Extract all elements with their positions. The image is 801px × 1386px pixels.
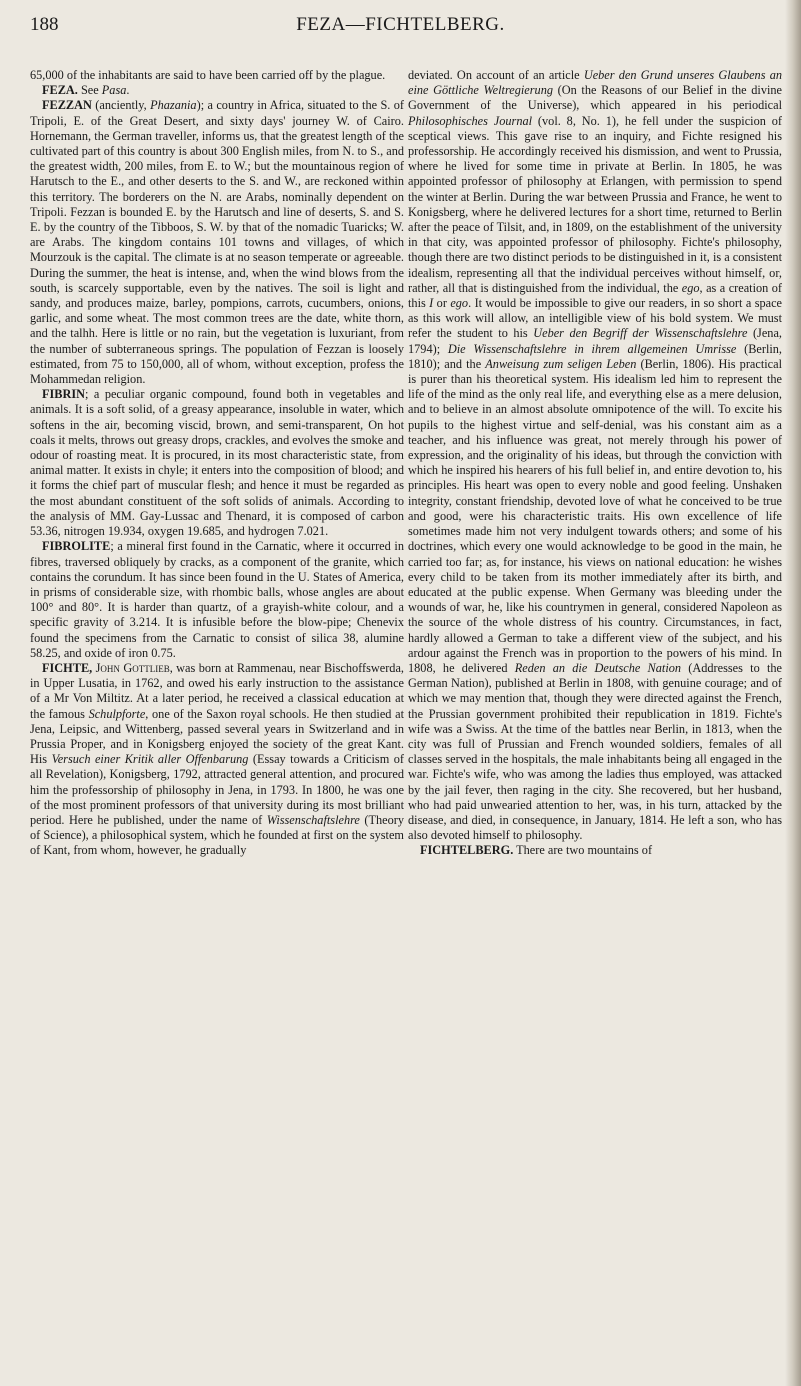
- entry-text: , was born at Rammenau, near Bischoffswerda, in Upper Lusatia, in 1762, and owed his early instruction to the assistance of a Mr Von Miltitz. At a later period, he received a classical education at the famous: [30, 660, 404, 721]
- given-names: John Gottlieb: [95, 660, 170, 675]
- entry-text: , one of the Saxon royal schools. He then studied at Jena, Leipsic, and Wittenberg, passed several years in Switzerland and in Prussia Proper, and in Konigsberg enjoyed the society of the great Kant. His: [30, 706, 405, 767]
- italic-term: Phazania: [150, 98, 197, 113]
- headword: FIBRIN: [42, 387, 86, 402]
- entry-fichtelberg: [408, 843, 782, 858]
- entry-text: . It would be impossible to give our readers, in so short a space as this work will allow, an intelligible view of his bold system. We must refer the student to his: [408, 296, 783, 341]
- italic-title: Versuch einer Kritik aller Offenbarung: [51, 752, 249, 767]
- entry-feza: [30, 83, 404, 98]
- entry-fibrolite: [30, 539, 404, 661]
- page-number: 188: [30, 14, 59, 35]
- left-column: [30, 68, 404, 859]
- entry-text: (Jena, 1794);: [408, 326, 782, 356]
- entry-text: .: [126, 83, 130, 98]
- entry-text: , as a creation of this: [408, 280, 782, 311]
- entry-text: or: [433, 296, 451, 311]
- italic-title: I: [429, 296, 434, 311]
- italic-term: Schulpforte: [88, 706, 146, 721]
- italic-title: Ueber den Grund unseres Glaubens an eine Göttliche Weltregierung: [408, 68, 782, 98]
- page-edge: [785, 0, 801, 1386]
- entry-text: There are two mountains of: [513, 843, 653, 858]
- entry-fezzan: [30, 98, 404, 387]
- headword: FEZA.: [42, 83, 78, 98]
- entry-text: ); a country in Africa, situated to the S. of Tripoli, E. of the Great Desert, and sixty days' journey W. of Cairo. Hornemann, the German traveller, informs us, that the greatest length of the cultivated part of this country is about 300 English miles, from N. to S., and the greatest width, 200 miles, from E. to W.; but the mountainous region of Harutsch to the E., and other deserts to the S. and W., are reckoned within this territory. The borderers on the N. are Arabs, nominally dependent on Tripoli. Fezzan is bounded E. by the Harutsch and line of deserts, S. and S. E. by the country of the Tibboos, S. W. by that of the nomadic Tuaricks; W. are Arabs. The kingdom contains 101 towns and villages, of which Mourzouk is the capital. The climate is at no season temperate or agreeable. During the summer, the heat is intense, and, when the wind blows from the south, is scarcely supportable, even by the natives. The soil is light and sandy, and produces maize, barley, pompions, carrots, cucumbers, onions, garlic, and some wheat. The most common trees are the date, white thorn, and the talhh. Here is little or no rain, but the vegetation is luxuriant, from the number of subterraneous springs. The population of Fezzan is loosely estimated, from 75 to 150,000, all of whom, without exception, profess the Mohammedan religion.: [30, 98, 405, 387]
- headword: FEZZAN: [42, 98, 92, 113]
- headword: FICHTE,: [42, 660, 93, 675]
- running-head: FEZA—FICHTELBERG.: [296, 14, 505, 35]
- italic-title: Die Wissenschaftslehre in ihrem allgemeinen Umrisse: [447, 341, 737, 356]
- entry-fichte: [30, 661, 404, 859]
- entry-text: (Berlin, 1806). His practical is purer than his theoretical system. His idealism led him to represent the life of the mind as the only real life, and everything else as a mere delusion, and to believe in an almost absolute omnipotence of the will. To excite his pupils to the highest virtue and self-denial, was his constant aim as a teacher, and his influence was great, not merely through his power of expression, and the originality of his ideas, but through the conviction with which he inspired his hearers of his full belief in, and entire devotion to, his principles. His heart was open to every noble and good feeling. Unshaken integrity, constant friendship, devoted love of what he conceived to be true and good, were his characteristic traits. His own excellence of life sometimes made him not very indulgent towards others; and some of his doctrines, which every one would acknowledge to be good in the main, he carried too far; as, for instance, his views on national education: he wishes every child to be taken from its mother immediately after its birth, and educated at the public expense. When Germany was bleeding under the wounds of war, he, like his countrymen in general, considered Napoleon as the source of the whole distress of his country. Circumstances, in fact, hardly allowed a German to take a different view of the subject, and his ardour against the French was in proportion to the powers of his mind. In 1808, he delivered: [408, 356, 782, 675]
- italic-title: ego: [681, 280, 700, 295]
- entry-text: See: [77, 83, 102, 98]
- entry-text: (Addresses to the German Nation), published at Berlin in 1808, with genuine courage; and of which we may mention that, though they were directed against the French, the Prussian government prohibited their republication in 1819. Fichte's wife was a Swiss. At the time of the battles near Berlin, in 1813, when the city was full of Prussian and French wounded soldiers, females of all classes served in the hospitals, the male inhabitants being all engaged in the war. Fichte's wife, who was among the ladies thus employed, was attacked by the jail fever, then raging in the city. She recovered, but her husband, who had paid unwearied attention to her, was, in his turn, attacked by the disease, and died, in consequence, in January, 1814. He left a son, who has also devoted himself to philosophy.: [408, 660, 782, 843]
- entry-text: deviated. On account of an article: [408, 68, 584, 82]
- italic-title: Anweisung zum seligen Leben: [485, 356, 637, 371]
- entry-text: (Essay towards a Criticism of all Revelation), Konigsberg, 1792, attracted general attention, and procured him the professorship of philosophy in Jena, in 1793. In 1800, he was one of the most prominent professors of that university during its most brilliant period. Here he published, under the name of: [30, 752, 404, 827]
- entry-text: (Theory of Science), a philosophical system, which he founded at first on the system of Kant, from whom, however, he gradually: [30, 812, 404, 858]
- entry-text: ; a mineral first found in the Carnatic, where it occurred in fibres, traversed obliquely by cracks, as a component of the granite, which contains the corundum. It has since been found in the U. States of America, in prisms of considerable size, with rhombic balls, whose angles are about 100° and 80°. It is harder than quartz, of a grayish-white colour, and a specific gravity of 3.214. It is infusible before the blow-pipe; Chenevix found the specimens from the Carnatic to consist of silica 38, alumine 58.25, and oxide of iron 0.75.: [30, 539, 404, 660]
- italic-title: Wissenschaftslehre: [266, 812, 360, 827]
- entry-continuation: 65,000 of the inhabitants are said to have been carried off by the plague.: [30, 68, 386, 82]
- entry-text: (anciently,: [91, 98, 151, 113]
- italic-title: Reden an die Deutsche Nation: [514, 660, 682, 675]
- headword: FIBROLITE: [42, 539, 111, 554]
- entry-fichte-continued: [408, 68, 782, 843]
- entry-text: (On the Reasons of our Belief in the divine Government of the Universe), which appeared in his periodical: [408, 83, 782, 113]
- right-column: [408, 68, 782, 859]
- italic-title: Ueber den Begriff der Wissenschaftslehre: [533, 326, 748, 341]
- entry-fibrin: [30, 387, 404, 539]
- italic-title: ego: [450, 296, 469, 311]
- entry-text: (vol. 8, No. 1), he fell under the suspicion of sceptical views. This gave rise to an inquiry, and Fichte resigned his professorship. He accordingly received his dismission, and went to Prussia, where he lived for some time in private at Berlin. In 1805, he was appointed professor of philosophy at Erlangen, with permission to spend the winter at Berlin. During the war between Prussia and France, he went to Konigsberg, where he delivered lectures for a short time, returned to Berlin after the peace of Tilsit, and, in 1809, on the establishment of the university in that city, was appointed professor of philosophy. Fichte's philosophy, though there are two distinct periods to be distinguished in it, is a consistent idealism, representing all that the individual perceives without himself, or, rather, all that is distinguished from the individual, the: [408, 113, 782, 295]
- headword: FICHTELBERG.: [420, 843, 514, 858]
- entry-text: (Berlin, 1810); and the: [408, 341, 783, 371]
- italic-title: Philosophisches Journal: [408, 113, 533, 128]
- entry-text: ; a peculiar organic compound, found both in vegetables and animals. It is a soft solid, of a greasy appearance, insoluble in water, which softens in the air, becoming viscid, brown, and semi-transparent, On hot coals it melts, throws out greasy drops, crackles, and evolves the smoke and odour of roasting meat. It is procured, in its most characteristic state, from animal matter. It exists in chyle; it enters into the composition of blood; and it forms the chief part of muscular flesh; and hence it must be regarded as the most abundant constituent of the soft solids of animals. According to the analysis of MM. Gay-Lussac and Thenard, it is composed of carbon 53.36, nitrogen 19.934, oxygen 19.685, and hydrogen 7.021.: [30, 387, 404, 539]
- cross-reference: Pasa: [101, 83, 127, 98]
